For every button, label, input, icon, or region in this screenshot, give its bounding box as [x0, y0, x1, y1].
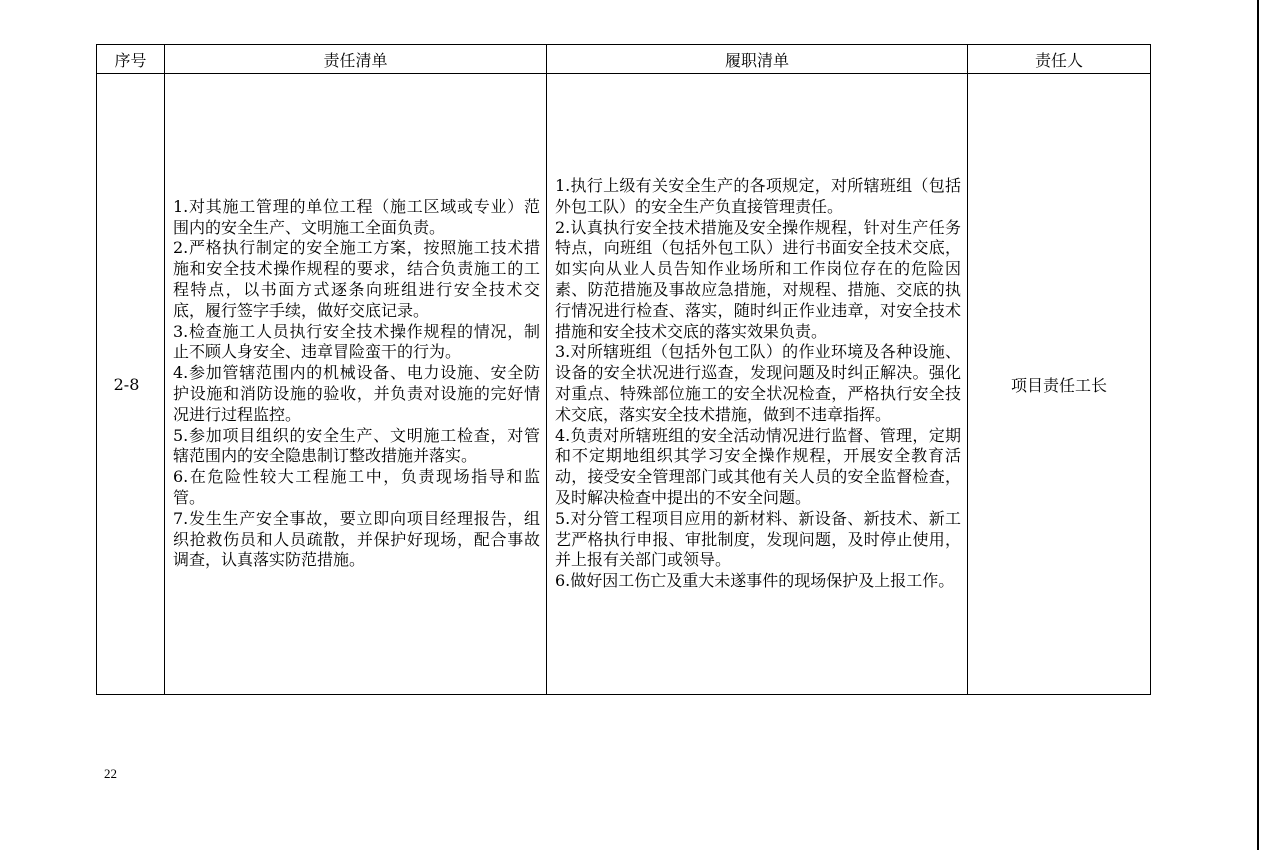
page-edge-rule — [1257, 0, 1259, 850]
performance-list — [547, 176, 967, 592]
header-responsibility: 责任清单 — [165, 45, 547, 74]
row-number: 2-8 — [97, 74, 165, 695]
performance-item: 6.做好因工伤亡及重大未遂事件的现场保护及上报工作。 — [555, 571, 955, 591]
performance-item: 3.对所辖班组（包括外包工队）的作业环境及各种设施、设备的安全状况进行巡查，发现问题及时纠正解决。强化对重点、特殊部位施工的安全状况检查，严格执行安全技术交底，落实安全技术措施，做到不违章指挥。 — [555, 342, 961, 424]
responsibility-item: 1.对其施工管理的单位工程（施工区域或专业）范围内的安全生产、文明施工全面负责。 — [173, 196, 540, 237]
responsibility-item: 2.严格执行制定的安全施工方案，按照施工技术措施和安全技术操作规程的要求，结合负责施工的工程特点，以书面方式逐条向班组进行安全技术交底，履行签字手续，做好交底记录。 — [173, 238, 540, 320]
header-performance: 履职清单 — [547, 45, 968, 74]
responsibility-table — [96, 44, 1151, 695]
performance-item: 4.负责对所辖班组的安全活动情况进行监督、管理，定期和不定期地组织其学习安全操作规程，开展安全教育活动，接受安全管理部门或其他有关人员的安全监督检查，及时解决检查中提出的不安全问题。 — [555, 425, 961, 507]
responsibility-item: 4.参加管辖范围内的机械设备、电力设施、安全防护设施和消防设施的验收，并负责对设施的完好情况进行过程监控。 — [173, 363, 540, 424]
responsibility-item: 6.在危险性较大工程施工中，负责现场指导和监管。 — [173, 467, 540, 507]
responsible-person: 项目责任工长 — [968, 74, 1151, 695]
responsibility-item: 7.发生生产安全事故，要立即向项目经理报告，组织抢救伤员和人员疏散，并保护好现场，配合事故调查，认真落实防范措施。 — [173, 508, 540, 570]
performance-item: 2.认真执行安全技术措施及安全操作规程，针对生产任务特点，向班组（包括外包工队）进行书面安全技术交底，如实向从业人员告知作业场所和工作岗位存在的危险因素、防范措施及事故应急措施，对规程、措施、交底的执行情况进行检查、落实，随时纠正作业违章，对安全技术措施和安全技术交底的落实效果负责。 — [555, 217, 961, 341]
table-header-row — [97, 45, 1151, 74]
responsibility-item: 3.检查施工人员执行安全技术操作规程的情况，制止不顾人身安全、违章冒险蛮干的行为。 — [173, 321, 540, 362]
responsibility-item: 5.参加项目组织的安全生产、文明施工检查，对管辖范围内的安全隐患制订整改措施并落实。 — [173, 425, 540, 466]
header-person: 责任人 — [968, 45, 1151, 74]
performance-cell — [547, 74, 968, 695]
page-number: 22 — [104, 766, 117, 781]
table-row — [97, 74, 1151, 695]
performance-item: 5.对分管工程项目应用的新材料、新设备、新技术、新工艺严格执行申报、审批制度，发现问题，及时停止使用，并上报有关部门或领导。 — [555, 508, 961, 570]
header-no: 序号 — [97, 45, 165, 74]
responsibility-cell — [165, 74, 547, 695]
responsibility-list — [165, 197, 546, 571]
performance-item: 1.执行上级有关安全生产的各项规定，对所辖班组（包括外包工队）的安全生产负直接管理责任。 — [555, 176, 961, 216]
